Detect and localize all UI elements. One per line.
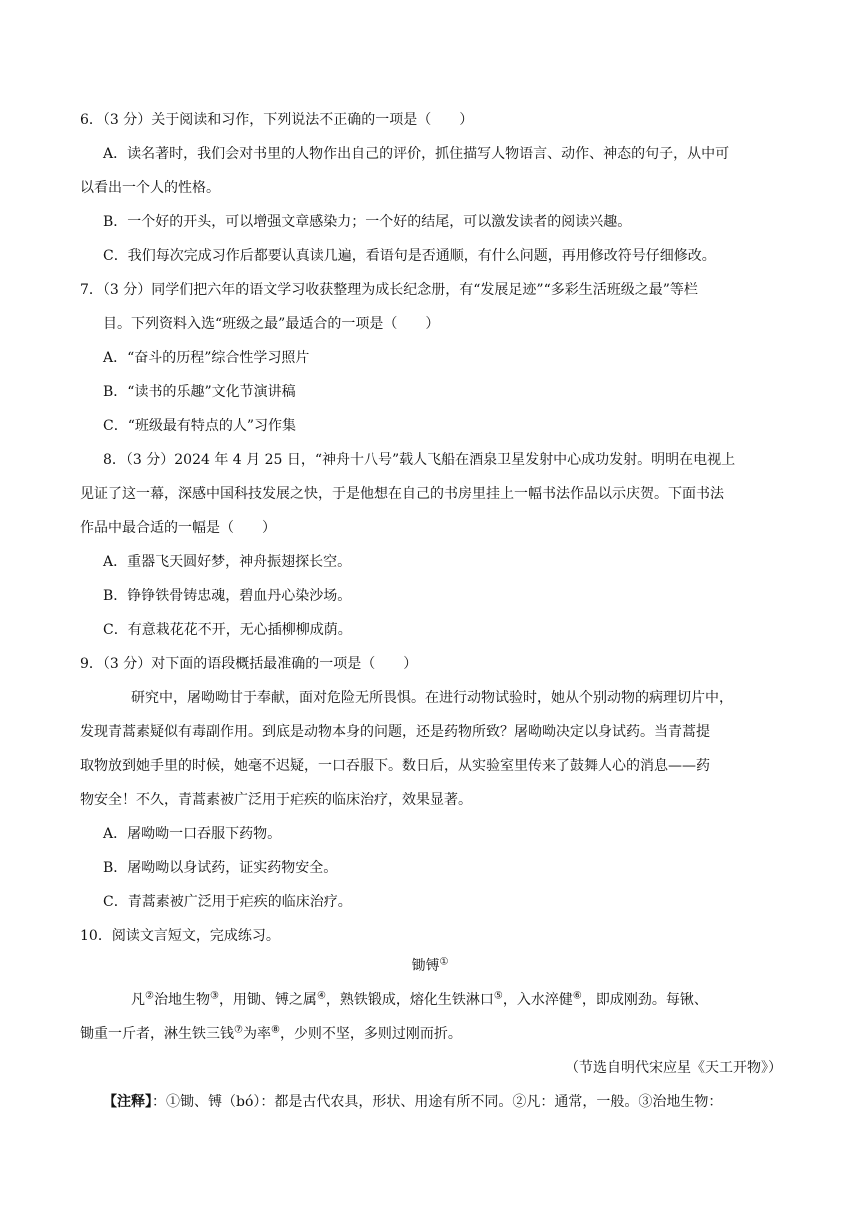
question-8-option-c: C．有意栽花花不开，无心插柳柳成荫。 bbox=[103, 622, 352, 638]
question-9-option-c: C．青蒿素被广泛用于疟疾的临床治疗。 bbox=[103, 894, 352, 910]
question-7-option-b: B．“读书的乐趣”文化节演讲稿 bbox=[103, 384, 296, 400]
question-6-option-a-cont: 以看出一个人的性格。 bbox=[80, 180, 220, 196]
question-7-stem: 7．（3 分）同学们把六年的语文学习收获整理为成长纪念册，有“发展足迹”“多彩生活班级之最”等栏 bbox=[80, 282, 698, 298]
question-7-option-c: C．“班级最有特点的人”习作集 bbox=[103, 418, 297, 434]
passage-source: （节选自明代宋应星《天工开物》） bbox=[565, 1060, 782, 1076]
question-8-option-a: A．重器飞天圆好梦，神舟振翅探长空。 bbox=[103, 554, 352, 570]
question-10-stem: 10．阅读文言短文，完成练习。 bbox=[80, 928, 280, 944]
question-9-passage-line-2: 发现青蒿素疑似有毒副作用。到底是动物本身的问题，还是药物所致？屠呦呦决定以身试药。当青蒿提 bbox=[80, 724, 710, 740]
question-9-passage-line-3: 取物放到她手里的时候，她毫不迟疑，一口吞服下。数日后，从实验室里传来了鼓舞人心的消息——药 bbox=[80, 758, 710, 774]
question-9-passage-line-1: 研究中，屠呦呦甘于奉献，面对危险无所畏惧。在进行动物试验时，她从个别动物的病理切片中， bbox=[131, 690, 733, 706]
question-7-option-a: A．“奋斗的历程”综合性学习照片 bbox=[103, 350, 310, 366]
question-8-stem-cont2: 作品中最合适的一幅是（ ） bbox=[80, 520, 276, 536]
question-7-stem-cont: 目。下列资料入选“班级之最”最适合的一项是（ ） bbox=[103, 316, 440, 332]
question-8-stem-cont1: 见证了这一幕，深感中国科技发展之快，于是他想在自己的书房里挂上一幅书法作品以示庆贺。下面书法 bbox=[80, 486, 724, 502]
question-8-stem: 8．（3 分）2024 年 4 月 25 日，“神舟十八号”载人飞船在酒泉卫星发射中心成功发射。明明在电视上 bbox=[103, 452, 736, 468]
question-9-option-a: A．屠呦呦一口吞服下药物。 bbox=[103, 826, 282, 842]
notes-text: ：①锄、镈（bó）：都是古代农具，形状、用途有所不同。②凡：通常，一般。③治地生物： bbox=[152, 1094, 723, 1110]
question-6-stem: 6．（3 分）关于阅读和习作，下列说法不正确的一项是（ ） bbox=[80, 112, 474, 128]
question-9-stem: 9．（3 分）对下面的语段概括最准确的一项是（ ） bbox=[80, 656, 418, 672]
passage-notes bbox=[103, 1092, 722, 1112]
question-8-option-b: B．铮铮铁骨铸忠魂，碧血丹心染沙场。 bbox=[103, 588, 352, 604]
question-6-option-a: A．读名著时，我们会对书里的人物作出自己的评价，抓住描写人物语言、动作、神态的句子，从中可 bbox=[103, 146, 730, 162]
notes-label: 【注释】 bbox=[103, 1094, 152, 1110]
question-6-option-b: B．一个好的开头，可以增强文章感染力；一个好的结尾，可以激发读者的阅读兴趣。 bbox=[103, 214, 632, 230]
question-6-option-c: C．我们每次完成习作后都要认真读几遍，看语句是否通顺，有什么问题，再用修改符号仔细修改。 bbox=[103, 248, 716, 264]
passage-line-1: 凡②治地生物③，用锄、镈之属④，熟铁锻成，熔化生铁淋口⑤，入水淬健⑥，即成刚劲。每锹、 bbox=[131, 990, 708, 1008]
passage-line-2: 锄重一斤者，淋生铁三钱⑦为率⑧，少则不坚，多则过刚而折。 bbox=[80, 1024, 462, 1042]
question-9-passage-line-4: 物安全！不久，青蒿素被广泛用于疟疾的临床治疗，效果显著。 bbox=[80, 792, 472, 808]
passage-title: 锄镈① bbox=[411, 956, 449, 974]
question-9-option-b: B．屠呦呦以身试药，证实药物安全。 bbox=[103, 860, 338, 876]
